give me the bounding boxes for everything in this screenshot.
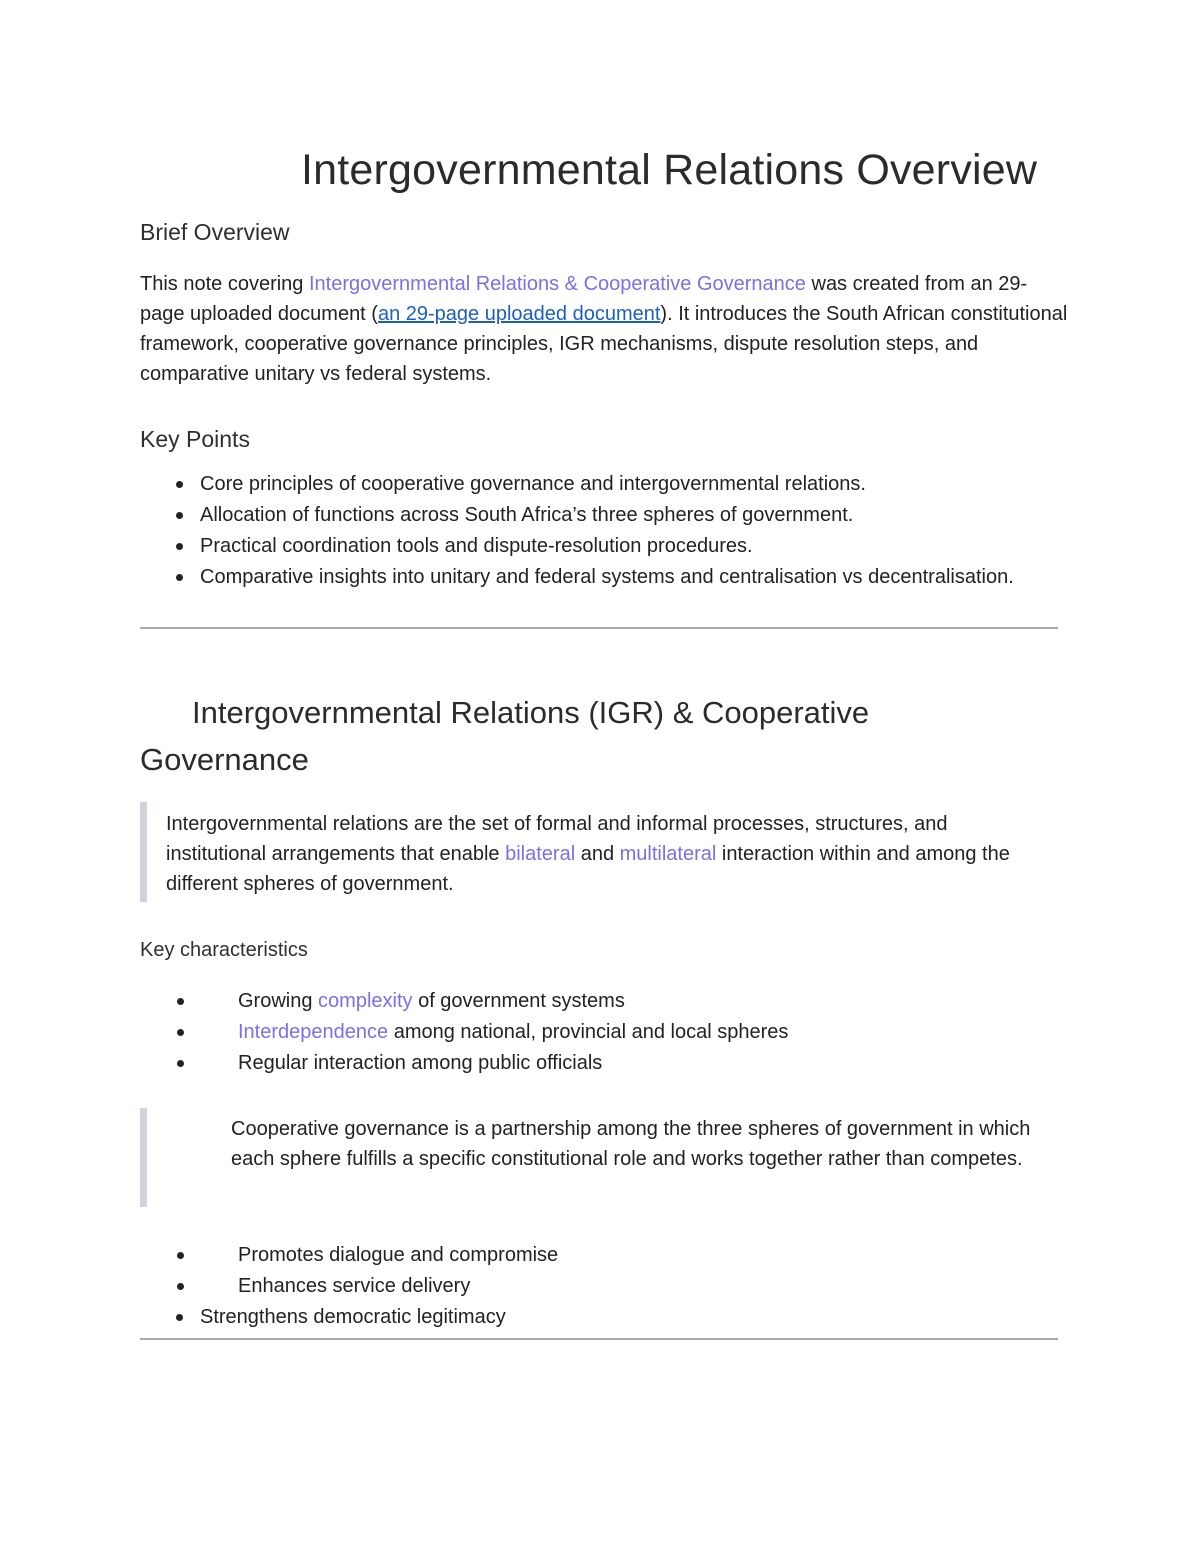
list-item: Comparative insights into unitary and federal systems and centralisation vs decentralisation. [200,562,1060,593]
quote-bar [140,1108,147,1207]
bullet-icon [177,998,184,1005]
document-title: Intergovernmental Relations Overview [301,146,1038,194]
list-item: Interdependence among national, provincial and local spheres [238,1017,1058,1048]
list-item: Allocation of functions across South Africa’s three spheres of government. [200,500,1060,531]
bullet-icon [176,543,183,550]
horizontal-divider [140,1338,1058,1340]
overview-text-3: ). It introduces the South African constitutional framework, cooperative governance principles, IGR mechanisms, dispute resolution steps, and comparative unitary vs federal systems. [140,303,1068,385]
complexity-accent-text: complexity [318,990,413,1012]
cooperative-benefits-list [238,1240,1058,1302]
bullet-icon [177,1060,184,1067]
multilateral-accent-text: multilateral [619,843,717,865]
horizontal-divider [140,627,1058,629]
bullet-icon [177,1252,184,1259]
source-document-link[interactable]: an 29-page uploaded document [377,303,661,325]
bullet-icon [176,574,183,581]
list-item: Practical coordination tools and dispute-resolution procedures. [200,531,1060,562]
bullet-icon [176,481,183,488]
list-item: Growing complexity of government systems [238,986,1058,1017]
overview-text-2: was created from an 29-page uploaded document ( [140,273,1028,325]
bullet-icon [177,1283,184,1290]
key-points-list [200,469,1060,593]
list-item: Promotes dialogue and compromise [238,1240,1058,1271]
bullet-icon [176,512,183,519]
brief-overview-paragraph [140,269,1070,389]
bullet-icon [177,1029,184,1036]
key-characteristics-heading: Key characteristics [140,939,308,961]
key-points-heading: Key Points [140,426,250,452]
list-item: Strengthens democratic legitimacy [200,1302,506,1333]
interdependence-accent-text: Interdependence [238,1021,389,1043]
key-characteristics-list [238,986,1058,1079]
overview-text-1: This note covering [140,273,309,295]
cooperative-governance-quote: Cooperative governance is a partnership among the three spheres of government in which each sphere fulfills a specific constitutional role and works together rather than competes. [231,1118,1031,1170]
topic-accent-text: Intergovernmental Relations & Cooperative Governance [308,273,806,295]
list-item: Regular interaction among public officials [238,1048,1058,1079]
list-item: Core principles of cooperative governance and intergovernmental relations. [200,469,1060,500]
section-title: Intergovernmental Relations (IGR) & Cooperative Governance [140,695,870,777]
bilateral-accent-text: bilateral [505,843,576,865]
brief-overview-heading: Brief Overview [140,219,290,245]
bullet-icon [176,1314,183,1321]
definition-quote: Intergovernmental relations are the set of formal and informal processes, structures, and institutional arrangements that enable bilateral and multilateral interaction within and among the different spheres of government. [166,813,1010,895]
quote-bar [140,802,147,902]
list-item: Enhances service delivery [238,1271,1058,1302]
cooperative-benefits-list-continued [200,1302,506,1333]
